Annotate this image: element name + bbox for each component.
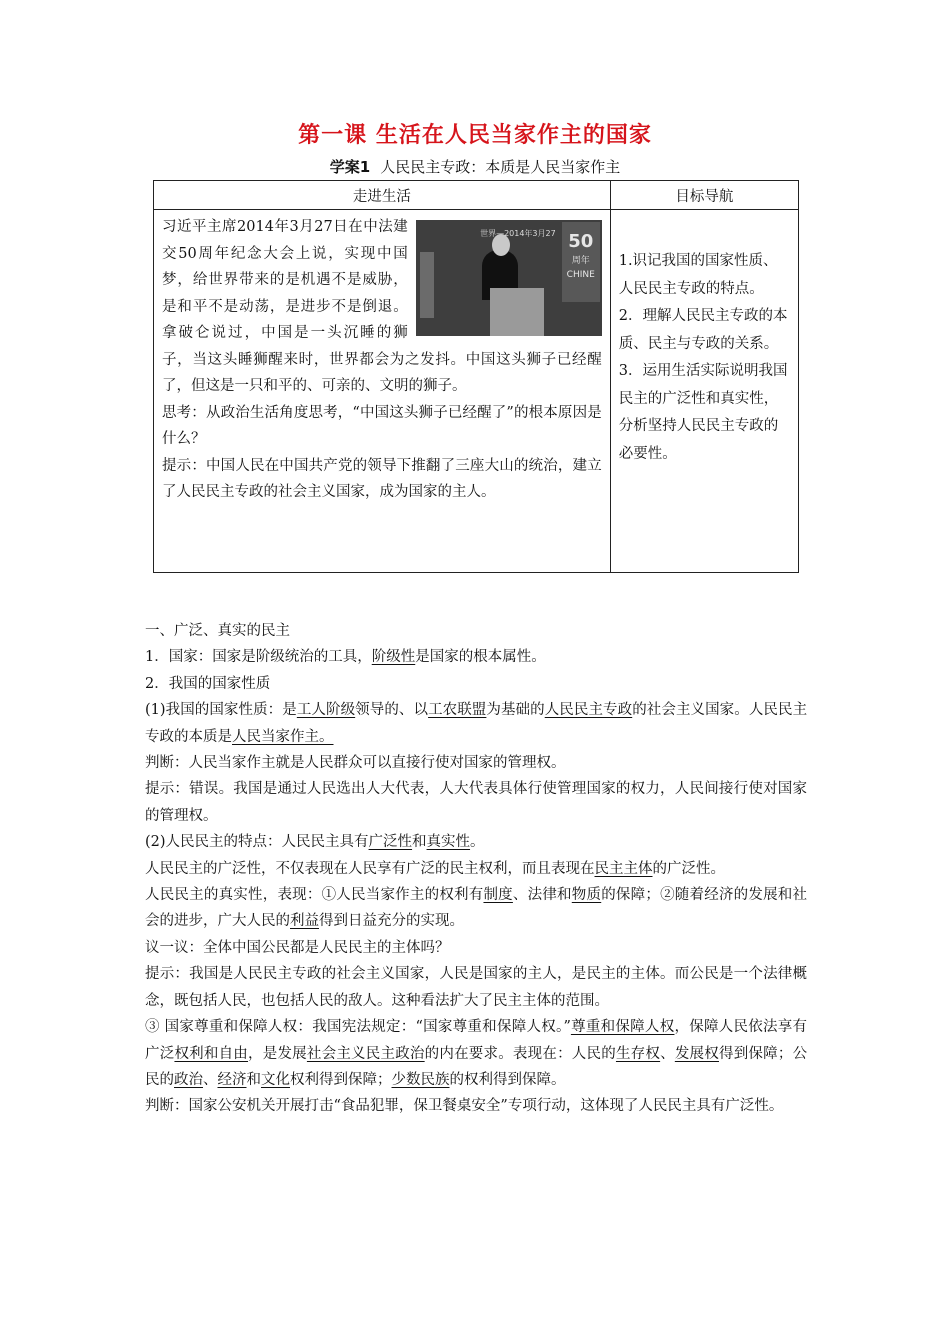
page-title: 第一课 生活在人民当家作主的国家 <box>298 123 652 148</box>
paragraph: (1)我国的国家性质：是工人阶级领导的、以工农联盟为基础的人民民主专政的社会主义国家。人民民主专政的本质是人民当家作主。 <box>145 702 808 745</box>
flag-shape <box>420 252 434 318</box>
story-text: 习近平主席2014年3月27日在中法建交50周年纪念大会上说，实现中国梦，给世界带来的是机遇不是威胁，是和平不是动荡，是进步不是倒退。拿破仑说过，中国是一头沉睡的狮子，当这头睡狮醒来时，世界都会为之发抖。中国这头狮子已经醒了，但这是一只和平的、可亲的、文明的狮子。 <box>162 219 602 394</box>
subtitle-text: 人民民主专政：本质是人民当家作主 <box>380 158 621 176</box>
life-cell <box>154 210 611 573</box>
goal-item: 2．理解人民民主专政的本质、民主与专政的关系。 <box>618 308 788 352</box>
paragraph: 1．国家：国家是阶级统治的工具，阶级性是国家的根本属性。 <box>145 649 546 666</box>
podium-shape <box>490 288 544 336</box>
paragraph: 人民民主的真实性，表现：①人民当家作主的权利有制度、法律和物质的保障；②随着经济的发展和社会的进步，广大人民的利益得到日益充分的实现。 <box>145 887 808 930</box>
goal-item: 1.识记我国的国家性质、人民民主专政的特点。 <box>618 253 778 297</box>
question-text: 思考：从政治生活角度思考，“中国这头狮子已经醒了”的根本原因是什么？ <box>162 404 602 447</box>
subtitle-label: 学案1 <box>329 158 371 176</box>
paragraph: 2．我国的国家性质 <box>145 675 271 692</box>
header-left: 走进生活 <box>154 181 611 210</box>
page-subtitle <box>0 156 950 177</box>
paragraph: 提示：错误。我国是通过人民选出人大代表，人大代表具体行使管理国家的权力，人民间接行使对国家的管理权。 <box>145 781 807 824</box>
paragraph: 提示：我国是人民民主专政的社会主义国家，人民是国家的主人，是民主的主体。而公民是一个法律概念，既包括人民，也包括人民的敌人。这种看法扩大了民主主体的范围。 <box>145 966 807 1009</box>
goals-cell <box>610 210 798 573</box>
paragraph: ③ 国家尊重和保障人权：我国宪法规定：“国家尊重和保障人权。”尊重和保障人权，保障人民依法享有广泛权利和自由，是发展社会主义民主政治的内在要求。表现在：人民的生存权、发展权得到保障；公民的政治、经济和文化权利得到保障；少数民族的权利得到保障。 <box>145 1019 808 1088</box>
section-heading: 一、广泛、真实的民主 <box>145 623 290 639</box>
paragraph: 判断：人民当家作主就是人民群众可以直接行使对国家的管理权。 <box>145 755 566 772</box>
photo-screen: 50 周年 CHINE <box>562 222 600 302</box>
header-right: 目标导航 <box>610 181 798 210</box>
hint-text: 提示：中国人民在中国共产党的领导下推翻了三座大山的统治，建立了人民民主专政的社会主义国家，成为国家的主人。 <box>162 457 602 500</box>
paragraph: 人民民主的广泛性，不仅表现在人民享有广泛的民主权利，而且表现在民主主体的广泛性。 <box>145 860 725 877</box>
speech-photo <box>416 220 602 336</box>
paragraph: (2)人民民主的特点：人民民主具有广泛性和真实性。 <box>145 834 485 851</box>
paragraph: 判断：国家公安机关开展打击“食品犯罪，保卫餐桌安全”专项行动，这体现了人民民主具有广泛性。 <box>145 1098 784 1115</box>
photo-caption: 世界—2014年3月27 <box>480 229 556 238</box>
goal-item: 3．运用生活实际说明我国民主的广泛性和真实性，分析坚持人民民主专政的必要性。 <box>618 363 788 462</box>
intro-table <box>153 180 799 573</box>
main-content <box>145 618 807 1120</box>
paragraph: 议一议：全体中国公民都是人民民主的主体吗？ <box>145 939 450 956</box>
